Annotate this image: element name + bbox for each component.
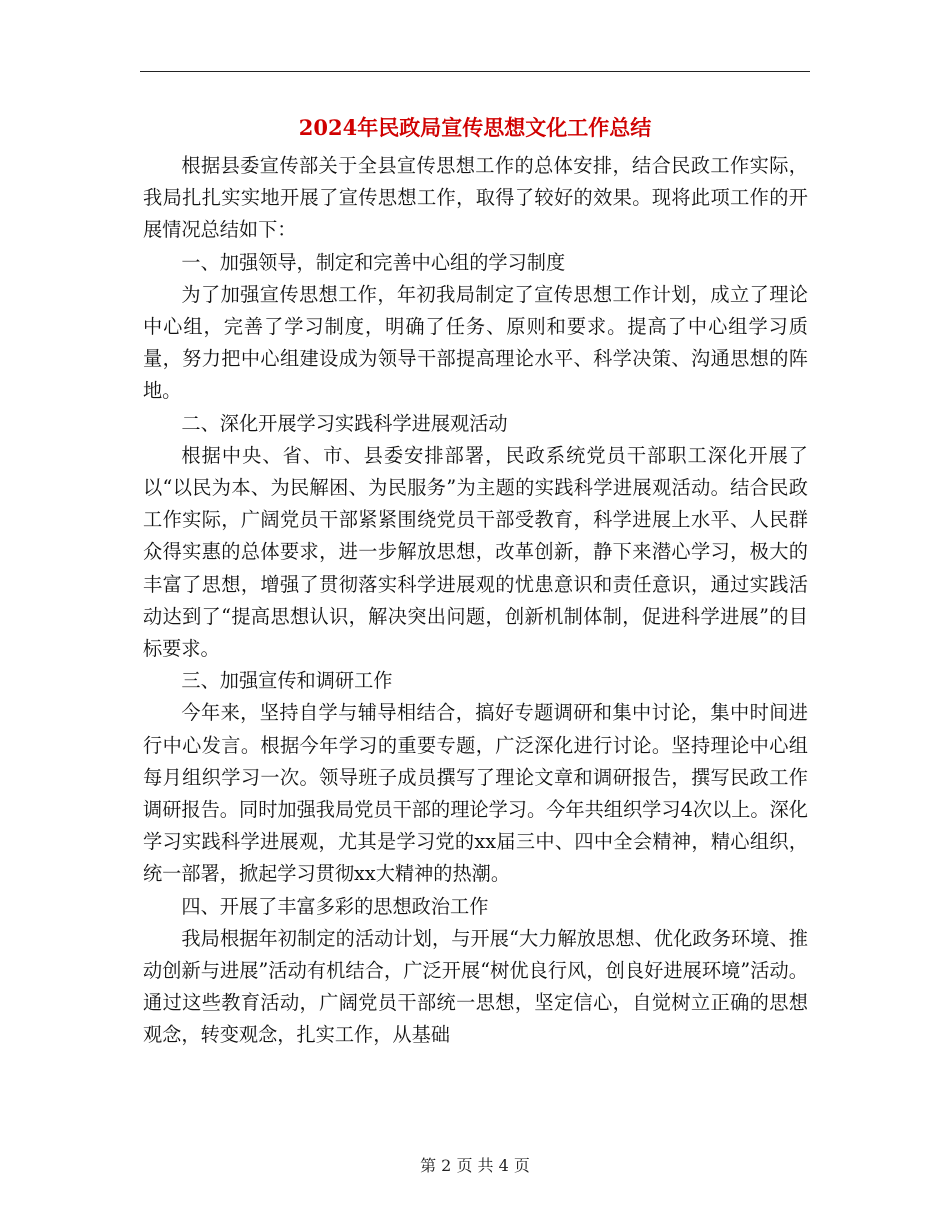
intro-paragraph: 根据县委宣传部关于全县宣传思想工作的总体安排，结合民政工作实际，我局扎扎实实地开展了宣传思想工作，取得了较好的效果。现将此项工作的开展情况总结如下： (143, 154, 808, 242)
section-paragraph-2: 根据中央、省、市、县委安排部署，民政系统党员干部职工深化开展了以“以民为本、为民解困、为民服务”为主题的实践科学进展观活动。结合民政工作实际，广阔党员干部紧紧围绕党员干部受教育，科学进展上水平、人民群众得实惠的总体要求，进一步解放思想，改革创新，静下来潜心学习，极大的丰富了思想，增强了贯彻落实科学进展观的忧患意识和责任意识，通过实践活动达到了“提高思想认识，解决突出问题，创新机制体制，促进科学进展”的目标要求。 (143, 443, 808, 661)
section-heading-1: 一、加强领导，制定和完善中心组的学习制度 (181, 250, 566, 274)
section-heading-3: 三、加强宣传和调研工作 (181, 669, 393, 693)
document-body (143, 150, 808, 1052)
page-footer: 第 2 页 共 4 页 (420, 1156, 530, 1175)
header-rule (140, 71, 810, 72)
section-paragraph-1: 为了加强宣传思想工作，年初我局制定了宣传思想工作计划，成立了理论中心组，完善了学习制度，明确了任务、原则和要求。提高了中心组学习质量，努力把中心组建设成为领导干部提高理论水平、科学决策、沟通思想的阵地。 (143, 282, 808, 403)
section-heading-2: 二、深化开展学习实践科学进展观活动 (181, 411, 508, 435)
section-heading-4: 四、开展了丰富多彩的思想政治工作 (181, 894, 489, 918)
section-paragraph-4: 我局根据年初制定的活动计划，与开展“大力解放思想、优化政务环境、推动创新与进展”活动有机结合，广泛开展“树优良行风，创良好进展环境”活动。通过这些教育活动，广阔党员干部统一思想，坚定信心，自觉树立正确的思想观念，转变观念，扎实工作，从基础 (143, 926, 808, 1047)
document-title: 2024年民政局宣传思想文化工作总结 (298, 115, 652, 140)
section-paragraph-3: 今年来，坚持自学与辅导相结合，搞好专题调研和集中讨论，集中时间进行中心发言。根据今年学习的重要专题，广泛深化进行讨论。坚持理论中心组每月组织学习一次。领导班子成员撰写了理论文章和调研报告，撰写民政工作调研报告。同时加强我局党员干部的理论学习。今年共组织学习4次以上。深化学习实践科学进展观，尤其是学习党的xx届三中、四中全会精神，精心组织，统一部署，掀起学习贯彻xx大精神的热潮。 (143, 701, 808, 886)
